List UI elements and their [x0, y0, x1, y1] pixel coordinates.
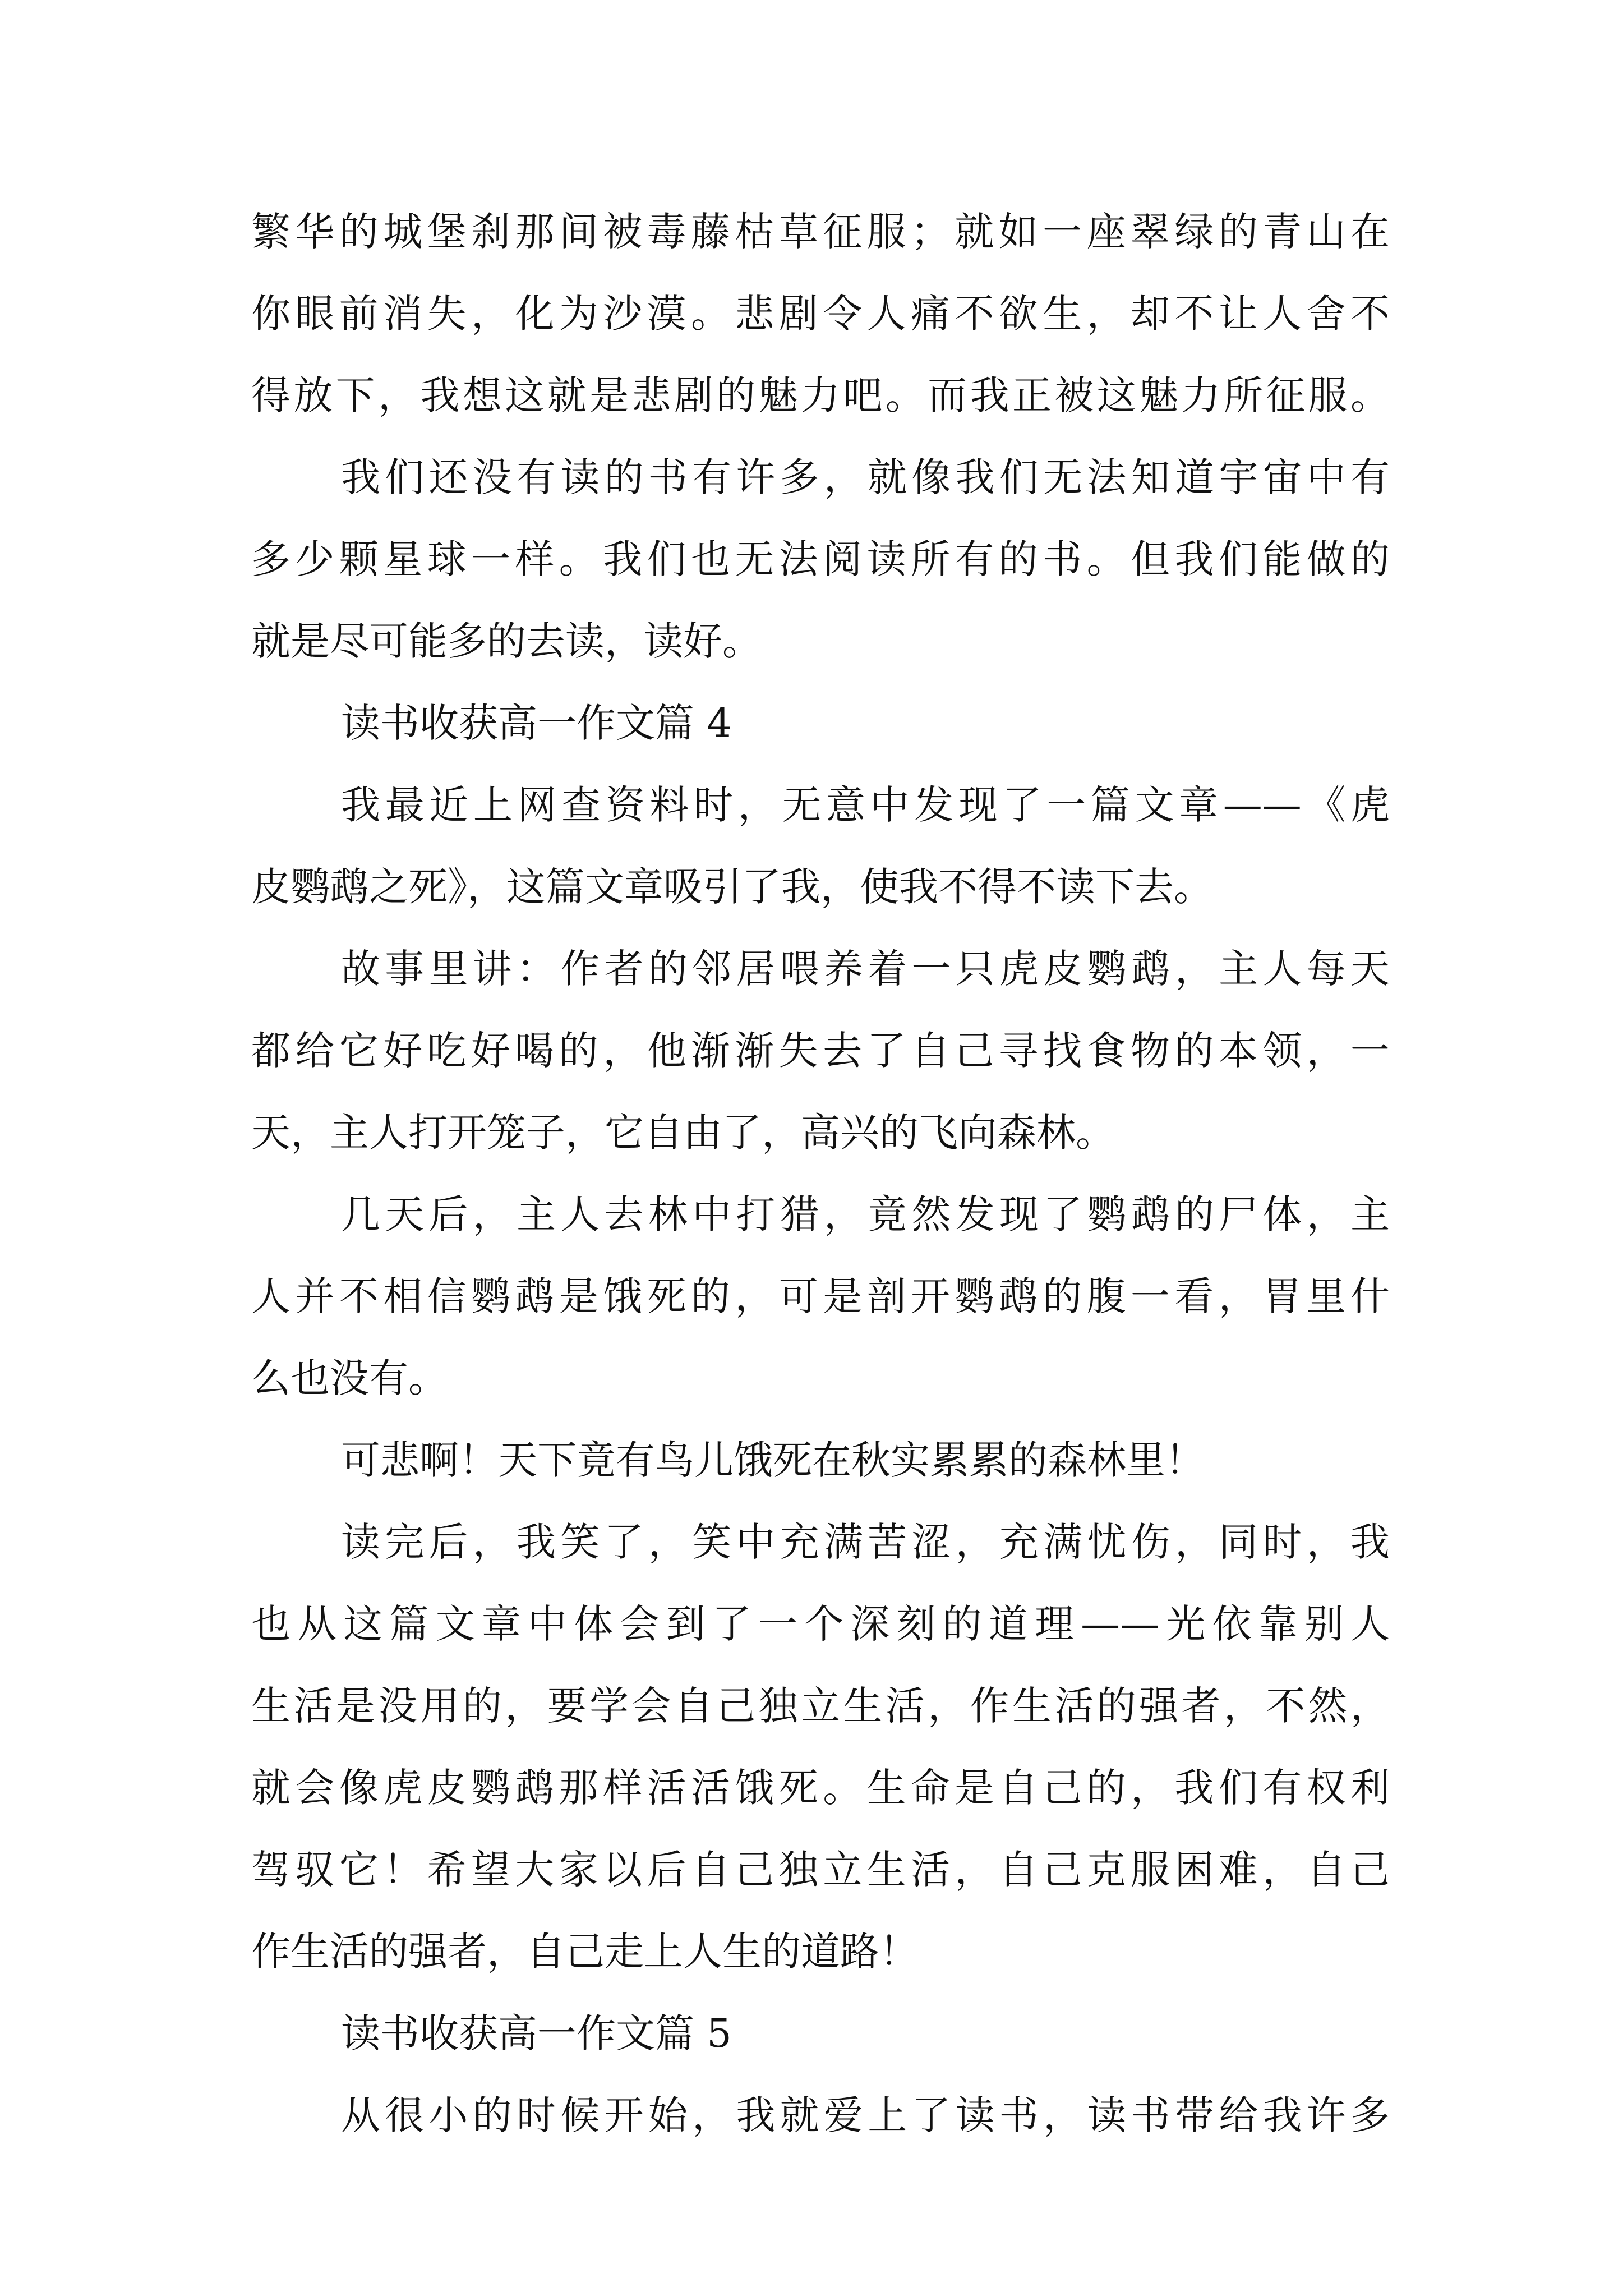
text-line: 生活是没用的，要学会自己独立生活，作生活的强者，不然，	[251, 1683, 1390, 1729]
text-line: 可悲啊！天下竟有鸟儿饿死在秋实累累的森林里！	[341, 1437, 1205, 1483]
text-line: 人并不相信鹦鹉是饿死的，可是剖开鹦鹉的腹一看，胃里什	[251, 1273, 1390, 1319]
document-page	[251, 191, 1390, 2156]
text-line: 我们还没有读的书有许多，就像我们无法知道宇宙中有	[341, 454, 1390, 500]
text-line: 几天后，主人去林中打猎，竟然发现了鹦鹉的尸体，主	[341, 1191, 1390, 1237]
text-line: 就是尽可能多的去读，读好。	[251, 618, 762, 664]
text-line: 驾驭它！希望大家以后自己独立生活，自己克服困难，自己	[251, 1847, 1390, 1893]
text-line: 也从这篇文章中体会到了一个深刻的道理——光依靠别人	[251, 1601, 1390, 1647]
text-line: 读完后，我笑了，笑中充满苦涩，充满忧伤，同时，我	[341, 1519, 1390, 1565]
text-line: 多少颗星球一样。我们也无法阅读所有的书。但我们能做的	[251, 536, 1390, 582]
text-line: 故事里讲：作者的邻居喂养着一只虎皮鹦鹉，主人每天	[341, 946, 1390, 992]
text-line: 读书收获高一作文篇 4	[341, 700, 732, 746]
text-line: 就会像虎皮鹦鹉那样活活饿死。生命是自己的，我们有权利	[251, 1765, 1390, 1811]
text-line: 天，主人打开笼子，它自由了，高兴的飞向森林。	[251, 1110, 1115, 1156]
text-line: 都给它好吃好喝的，他渐渐失去了自己寻找食物的本领，一	[251, 1028, 1390, 1074]
text-line: 读书收获高一作文篇 5	[341, 2010, 732, 2056]
text-line: 得放下，我想这就是悲剧的魅力吧。而我正被这魅力所征服。	[251, 372, 1390, 418]
text-line: 从很小的时候开始，我就爱上了读书，读书带给我许多	[341, 2092, 1390, 2138]
text-line: 繁华的城堡刹那间被毒藤枯草征服；就如一座翠绿的青山在	[251, 209, 1390, 255]
text-line: 么也没有。	[251, 1355, 448, 1401]
text-line: 我最近上网查资料时，无意中发现了一篇文章——《虎	[341, 782, 1390, 828]
text-line: 你眼前消失，化为沙漠。悲剧令人痛不欲生，却不让人舍不	[251, 291, 1390, 337]
text-line: 皮鹦鹉之死》，这篇文章吸引了我，使我不得不读下去。	[251, 864, 1213, 910]
text-line: 作生活的强者，自己走上人生的道路！	[251, 1929, 919, 1975]
